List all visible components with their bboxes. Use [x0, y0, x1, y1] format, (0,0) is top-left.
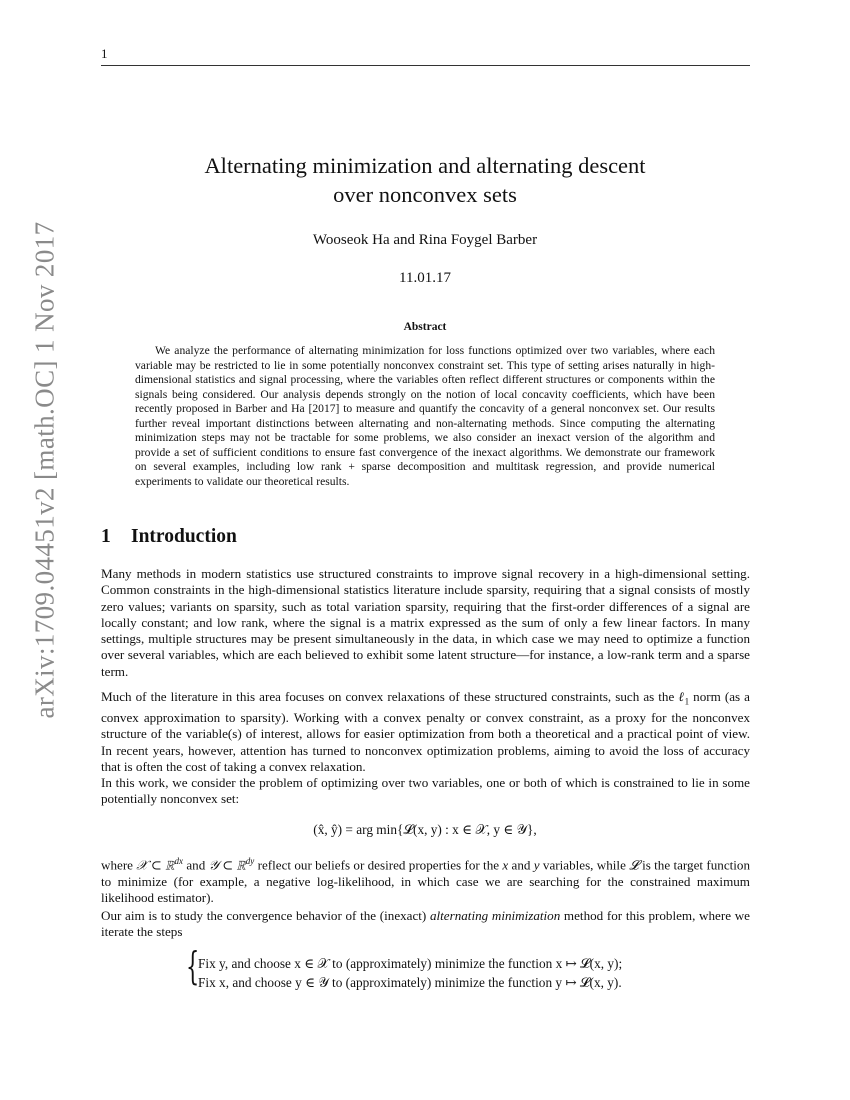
dim-y: dy	[245, 856, 255, 866]
left-brace: {	[186, 944, 200, 988]
p5-emphasis: alternating minimization	[429, 908, 561, 923]
intro-paragraph-5	[101, 908, 750, 941]
p2-text-b: norm (as a convex approximation to sparsity). Working with a convex penalty or convex constraint, as a proxy for the nonconvex structure of the variable(s) of interest, allows for easier optimization from both a theoretical and a practical point of view. In recent years, however, attention has turned to nonconvex optimization problems, aiming to avoid the loss of accuracy that is often the cost of taking a convex relaxation.	[101, 689, 750, 774]
ell-subscript: 1	[684, 696, 690, 707]
abstract-body	[135, 344, 715, 489]
date: 11.01.17	[399, 270, 451, 286]
p2-text-a: Much of the literature in this area focuses on convex relaxations of these structured constraints, such as the	[101, 689, 679, 704]
step-2: Fix x, and choose y ∈ 𝒴 to (approximately) minimize the function y ↦ 𝓛(x, y).	[198, 975, 622, 990]
authors: Wooseok Ha and Rina Foygel Barber	[312, 232, 538, 248]
dim-x: dx	[174, 856, 184, 866]
p4-and: and	[183, 857, 209, 873]
intro-paragraph-1: Many methods in modern statistics use structured constraints to improve signal recovery in a high-dimensional setting. Common constraints in the high-dimensional statistics literature include sparsity, requiring that a signal consists of mostly zero values; variants on sparsity, such as total variation sparsity, requiring that the first-order differences of a signal are locally constant; and low rank, where the signal is a matrix expressed as the sum of only a few linear factors. In many settings, multiple structures may be present simultaneously in the data, in which case we may need to optimize a function over several variables, which are each believed to exhibit some latent structure—for instance, a low-rank term and a sparse term.	[101, 566, 750, 679]
title-line-1: Alternating minimization and alternating descent	[204, 153, 646, 178]
p5-text-a: Our aim is to study the convergence behavior of the (inexact)	[101, 908, 430, 923]
title-line-2: over nonconvex sets	[333, 182, 517, 207]
intro-paragraph-2	[101, 689, 750, 775]
p4-rest-3: is the target function to minimize (for example, a negative log-likelihood, in which case we are searching for the constrained maximum likelihood estimator).	[101, 857, 751, 905]
step-1: Fix y, and choose x ∈ 𝒳 to (approximately) minimize the function x ↦ 𝓛(x, y);	[198, 956, 623, 971]
p5-text-b: method for this problem, where we iterate the steps	[101, 908, 750, 940]
var-y: y	[533, 857, 540, 873]
intro-paragraph-3: In this work, we consider the problem of optimizing over two variables, one or both of which is constrained to lie in some potentially nonconvex set:	[101, 775, 750, 807]
p4-and-2: and	[508, 857, 534, 873]
set-y: 𝒴 ⊂ ℝ	[208, 857, 246, 873]
abstract-heading: Abstract	[403, 321, 447, 333]
section-title: Introduction	[131, 526, 237, 547]
p4-where: where	[101, 857, 137, 873]
abstract-text: We analyze the performance of alternating minimization for loss functions optimized over two variables, where each variable may be restricted to lie in some potentially nonconvex constraint set. This type of setting arises naturally in high-dimensional statistics and signal processing, where the variables often reflect different structures or components within the signals being considered. Our analysis depends strongly on the notion of local concavity coefficients, which have been recently proposed in Barber and Ha [2017] to measure and quantify the concavity of a general nonconvex set. Our results further reveal important distinctions between alternating and non-alternating methods. Since computing the alternating minimization steps may not be tractable for some problems, we also consider an inexact version of the algorithm and provide a set of sufficient conditions to ensure fast convergence of the inexact algorithms. We demonstrate our framework on several examples, including low rank + sparse decomposition and multitask regression, and provide numerical experiments to validate our theoretical results.	[135, 344, 715, 488]
p4-rest-1: reflect our beliefs or desired properties for the	[254, 857, 503, 873]
page-number: 1	[101, 46, 108, 61]
ell-symbol: ℓ	[678, 689, 685, 704]
header-rule	[101, 65, 750, 66]
paper-title	[100, 151, 750, 209]
section-number: 1	[101, 526, 111, 547]
set-x: 𝒳 ⊂ ℝ	[136, 857, 175, 873]
section-heading	[101, 526, 237, 548]
display-equation: (x̂, ŷ) = arg min{𝓛(x, y) : x ∈ 𝒳, y ∈ 𝒴},	[313, 822, 537, 837]
loss-symbol: 𝓛	[629, 857, 639, 873]
p4-rest-2: variables, while	[539, 857, 630, 873]
intro-paragraph-4	[101, 853, 750, 906]
arxiv-stamp: arXiv:1709.04451v2 [math.OC] 1 Nov 2017	[29, 221, 60, 719]
var-x: x	[502, 857, 509, 873]
